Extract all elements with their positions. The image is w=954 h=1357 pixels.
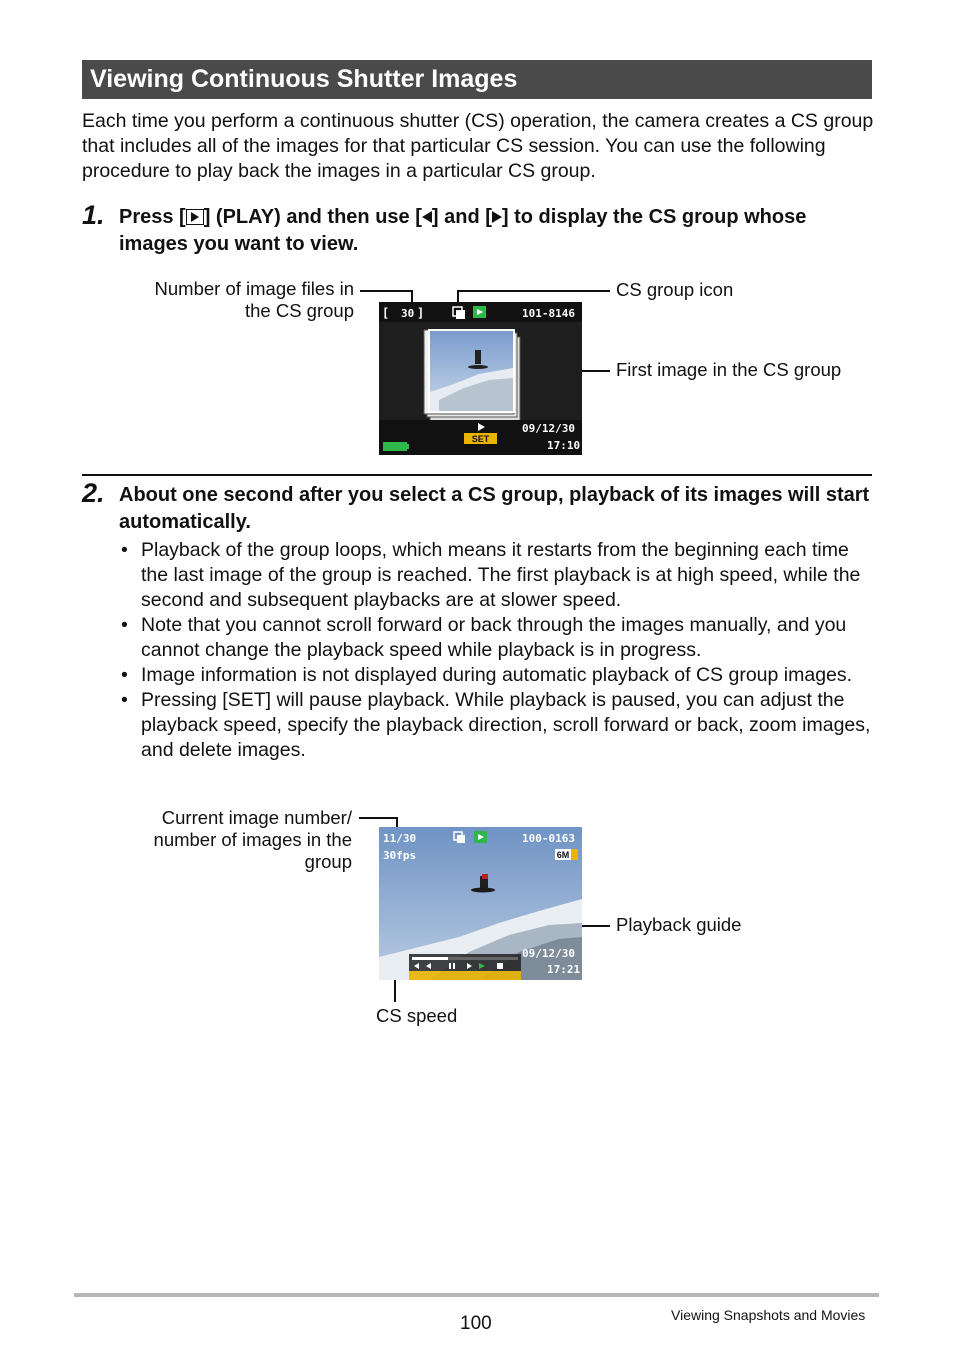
set-label: SET xyxy=(471,434,490,444)
list-item: • Playback of the group loops, which means it restarts from the beginning each time the last image of the group is reached. The first playback is at high speed, while the second and subsequent playbacks are at slower speed. xyxy=(121,539,861,611)
left-arrow-icon xyxy=(422,211,432,223)
step-1-text-part1: Press [ xyxy=(119,206,186,228)
file-number-text: 101-8146 xyxy=(522,307,575,320)
footer-chapter-title: Viewing Snapshots and Movies xyxy=(671,1307,866,1323)
play-mode-icon xyxy=(473,306,486,318)
step-2-text: About one second after you select a CS group, playback of its images will start automatically. xyxy=(119,484,870,533)
step-1-text-part4: ] to display the CS group whose images you want to view. xyxy=(119,206,807,255)
step-2-bullets xyxy=(119,538,871,763)
callout-first-image: First image in the CS group xyxy=(616,359,842,380)
file-count-text: 30 xyxy=(401,307,415,320)
time-text: 17:21 xyxy=(547,963,581,976)
svg-text:]: ] xyxy=(417,306,425,320)
file-number-text: 100-0163 xyxy=(522,832,575,845)
callout-cs-speed: CS speed xyxy=(376,1005,458,1026)
footer-rule xyxy=(74,1293,879,1297)
intro-paragraph: Each time you perform a continuous shutter (CS) operation, the camera creates a CS group that includes all of the images for that particular CS session. You can use the following procedure to play back the images in a particular CS group. xyxy=(82,110,874,182)
step-1-text-part3: ] and [ xyxy=(431,206,492,228)
date-text: 09/12/30 xyxy=(522,422,575,435)
playback-guide xyxy=(409,954,521,980)
page-number: 100 xyxy=(460,1313,492,1334)
step-1-text-part2: ] (PLAY) and then use [ xyxy=(203,206,422,228)
right-arrow-icon xyxy=(492,211,502,223)
step-1-number: 1. xyxy=(82,200,105,230)
step-divider xyxy=(82,474,872,476)
list-item: • Image information is not displayed during automatic playback of CS group images. xyxy=(121,664,853,686)
leader-line xyxy=(359,817,397,819)
step-2-number: 2. xyxy=(82,478,105,508)
callout-current-image-number: Current image number/ number of images in the group xyxy=(153,807,352,872)
list-item: • Note that you cannot scroll forward or back through the images manually, and you cannot change the playback speed while playback is in progress. xyxy=(121,614,847,661)
date-text: 09/12/30 xyxy=(522,947,575,960)
callout-number-of-files: Number of image files in the CS group xyxy=(154,278,354,321)
svg-text:[: [ xyxy=(382,306,390,320)
first-image-thumbnail xyxy=(428,329,515,413)
playback-screen xyxy=(379,827,582,980)
step-1-text xyxy=(119,204,871,258)
leader-line xyxy=(360,290,412,292)
leader-line xyxy=(457,290,610,292)
callout-playback-guide: Playback guide xyxy=(616,914,742,935)
section-title: Viewing Continuous Shutter Images xyxy=(90,65,518,93)
battery-icon xyxy=(383,442,409,451)
time-text: 17:10 xyxy=(547,439,581,452)
cs-speed-text: 30fps xyxy=(383,849,417,862)
list-item: • Pressing [SET] will pause playback. While playback is paused, you can adjust the playback speed, specify the playback direction, scroll forward or back, zoom images, and delete images. xyxy=(121,689,871,761)
image-size-text: 6M xyxy=(556,850,570,860)
cs-group-screen xyxy=(379,302,582,455)
callout-cs-group-icon: CS group icon xyxy=(616,279,734,300)
play-button-icon xyxy=(186,209,204,225)
play-mode-icon xyxy=(474,831,487,843)
image-counter-text: 11/30 xyxy=(383,832,417,845)
